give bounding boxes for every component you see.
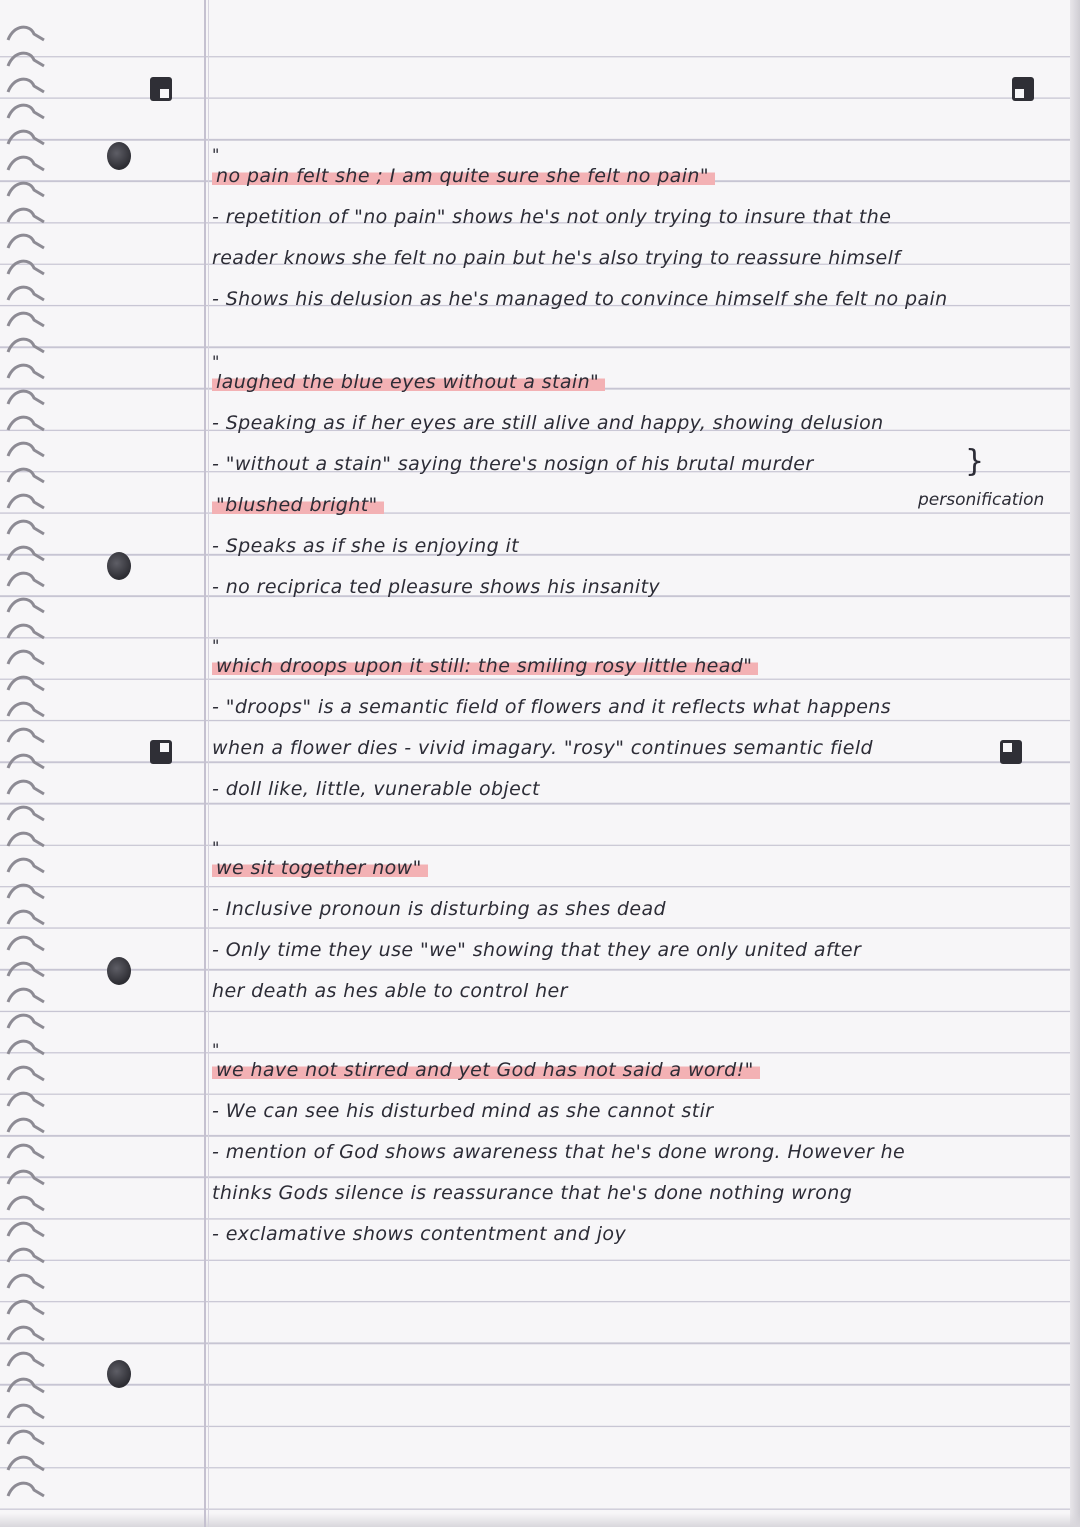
spiral-coil <box>8 27 44 40</box>
spiral-coil <box>8 911 44 924</box>
spiral-coil <box>8 1327 44 1340</box>
quote-line <box>212 493 384 517</box>
note-line: - Inclusive pronoun is disturbing as shes dead <box>212 898 666 920</box>
punch-hole <box>107 1360 131 1388</box>
spiral-coil <box>8 417 44 430</box>
spiral-coil <box>8 625 44 638</box>
spiral-coil <box>8 183 44 196</box>
spiral-coil <box>8 1119 44 1132</box>
spiral-coil <box>8 1457 44 1470</box>
highlighted-quote: laughed the blue eyes without a stain" <box>212 371 605 393</box>
spiral-coil <box>8 365 44 378</box>
page-bottom-shadow <box>0 1513 1080 1527</box>
note-line: her death as hes able to control her <box>212 980 568 1002</box>
spiral-coil <box>8 677 44 690</box>
note-line: when a flower dies - vivid imagary. "rosy" continues semantic field <box>212 737 873 759</box>
note-line: - repetition of "no pain" shows he's not only trying to insure that the <box>212 206 892 228</box>
spiral-coil <box>8 833 44 846</box>
spiral-coil <box>8 443 44 456</box>
spiral-coil <box>8 1275 44 1288</box>
spiral-coil <box>8 703 44 716</box>
spiral-coil <box>8 287 44 300</box>
quote-line <box>212 370 605 394</box>
note-line: - mention of God shows awareness that he's done wrong. However he <box>212 1141 906 1163</box>
brace-arrow-icon: } <box>965 444 985 479</box>
highlighted-quote: no pain felt she ; I am quite sure she felt no pain" <box>212 165 715 187</box>
margin-line-inner <box>208 0 209 1527</box>
corner-mark-icon <box>1012 77 1034 101</box>
corner-mark-icon <box>150 740 172 764</box>
spiral-coil <box>8 391 44 404</box>
corner-mark-icon <box>1000 740 1022 764</box>
spiral-coil <box>8 1197 44 1210</box>
note-line: thinks Gods silence is reassurance that he's done nothing wrong <box>212 1182 853 1204</box>
quote-line <box>212 856 428 880</box>
spiral-coil <box>8 209 44 222</box>
spiral-coil <box>8 1483 44 1496</box>
note-line: - "droops" is a semantic field of flowers and it reflects what happens <box>212 696 892 718</box>
open-quote-mark: " <box>212 636 220 655</box>
spiral-coil <box>8 131 44 144</box>
note-line: - Shows his delusion as he's managed to convince himself she felt no pain <box>212 288 948 310</box>
spiral-coil <box>8 469 44 482</box>
spiral-coil <box>8 937 44 950</box>
spiral-coil <box>8 807 44 820</box>
spiral-coil <box>8 729 44 742</box>
highlighted-quote: we have not stirred and yet God has not said a word!" <box>212 1059 760 1081</box>
spiral-coil <box>8 1093 44 1106</box>
note-line: - exclamative shows contentment and joy <box>212 1223 627 1245</box>
spiral-coil <box>8 651 44 664</box>
quote-line <box>212 654 758 678</box>
spiral-coil <box>8 1353 44 1366</box>
note-line: reader knows she felt no pain but he's also trying to reassure himself <box>212 247 901 269</box>
note-line: - Speaking as if her eyes are still alive and happy, showing delusion <box>212 412 884 434</box>
highlighted-quote: which droops upon it still: the smiling rosy little head" <box>212 655 758 677</box>
spiral-coil <box>8 599 44 612</box>
spiral-coil <box>8 573 44 586</box>
spiral-coil <box>8 1171 44 1184</box>
open-quote-mark: " <box>212 352 220 371</box>
spiral-coil <box>8 313 44 326</box>
spiral-coil <box>8 1431 44 1444</box>
page-edge <box>1070 0 1080 1527</box>
spiral-coil <box>8 547 44 560</box>
spiral-coil <box>8 157 44 170</box>
margin-line <box>204 0 206 1527</box>
highlighted-quote: "blushed bright" <box>212 494 384 516</box>
spiral-coil <box>8 235 44 248</box>
note-line: - We can see his disturbed mind as she cannot stir <box>212 1100 714 1122</box>
spiral-coil <box>8 521 44 534</box>
spiral-coil <box>8 1405 44 1418</box>
spiral-coil <box>8 1223 44 1236</box>
spiral-coil <box>8 755 44 768</box>
spiral-binding-icon <box>0 0 60 1527</box>
open-quote-mark: " <box>212 145 220 164</box>
note-line: - no reciprica ted pleasure shows his insanity <box>212 576 661 598</box>
punch-hole <box>107 957 131 985</box>
spiral-coil <box>8 1067 44 1080</box>
note-line: - doll like, little, vunerable object <box>212 778 540 800</box>
highlighted-quote: we sit together now" <box>212 857 428 879</box>
spiral-coil <box>8 1145 44 1158</box>
quote-line <box>212 164 715 188</box>
spiral-coil <box>8 261 44 274</box>
spiral-coil <box>8 105 44 118</box>
spiral-coil <box>8 781 44 794</box>
punch-hole <box>107 552 131 580</box>
spiral-coil <box>8 1379 44 1392</box>
punch-hole <box>107 142 131 170</box>
spiral-coil <box>8 339 44 352</box>
quote-line <box>212 1058 760 1082</box>
open-quote-mark: " <box>212 1040 220 1059</box>
spiral-coil <box>8 859 44 872</box>
spiral-coil <box>8 885 44 898</box>
spiral-coil <box>8 1015 44 1028</box>
note-line: - Only time they use "we" showing that they are only united after <box>212 939 862 961</box>
spiral-coil <box>8 963 44 976</box>
spiral-coil <box>8 1041 44 1054</box>
open-quote-mark: " <box>212 838 220 857</box>
corner-mark-icon <box>150 77 172 101</box>
spiral-coil <box>8 53 44 66</box>
spiral-coil <box>8 1301 44 1314</box>
spiral-coil <box>8 989 44 1002</box>
side-annotation: personification <box>918 490 1045 510</box>
note-line: - "without a stain" saying there's nosign of his brutal murder <box>212 453 814 475</box>
spiral-coil <box>8 1249 44 1262</box>
spiral-coil <box>8 495 44 508</box>
note-line: - Speaks as if she is enjoying it <box>212 535 519 557</box>
spiral-coil <box>8 79 44 92</box>
